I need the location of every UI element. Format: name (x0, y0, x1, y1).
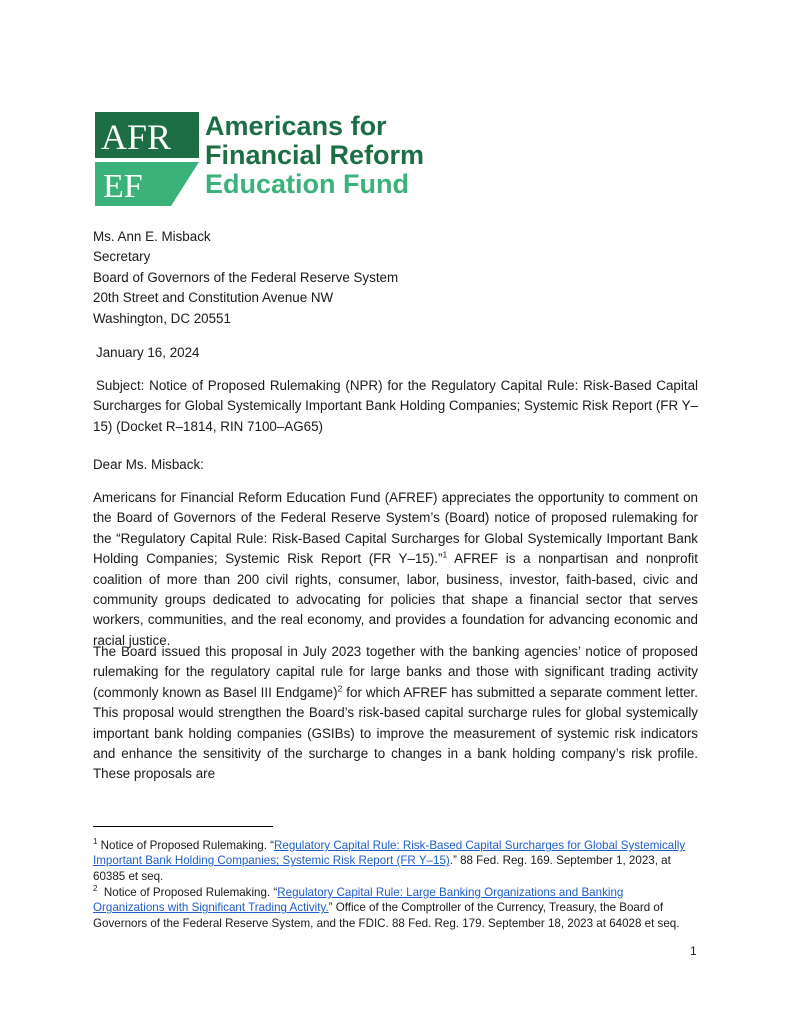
recipient-title: Secretary (93, 249, 151, 265)
paragraph-intro-text-cont: AFREF is a nonpartisan and nonprofit coalition of more than 200 civil rights, consumer, labor, business, investor, faith-based, civic and community groups dedicated to advocating for policies that shape a financial sector that serves workers, communities, and the real economy, and provides a foundation for advancing economic and racial justice. (93, 551, 698, 648)
footnote-ref-1[interactable]: 1 (442, 549, 448, 560)
footnote-2-suffix: ” Office of the Comptroller of the Currency, Treasury, the Board of Governors of the Federal Reserve System, and the FDIC. 88 Fed. Reg. 179. September 18, 2023 at 64028 et seq. (93, 901, 680, 930)
footnote-1-link[interactable]: Regulatory Capital Rule: Risk-Based Capital Surcharges for Global Systemically Important Bank Holding Companies; Systemic Risk Report (FR Y–15) (93, 838, 686, 868)
paragraph-proposal-text: The Board issued this proposal in July 2023 together with the banking agencies’ notice of proposed rulemaking for the regulatory capital rule for large banks and those with significant trading activity (commonly known as Basel III Endgame) (93, 644, 698, 700)
afref-logo (95, 112, 465, 206)
paragraph-proposal-text-cont: for which AFREF has submitted a separate comment letter. This proposal would strengthen the Board’s risk-based capital surcharge rules for global systemically important bank holding companies (GSIBs) to improve the measurement of systemic risk indicators and enhance the sensitivity of the surcharge to changes in a bank holding company’s risk profile. These proposals are (93, 684, 698, 782)
page-number: 1 (690, 944, 697, 958)
recipient-address (93, 227, 698, 329)
letter-date: January 16, 2024 (96, 345, 200, 360)
logo-mark-bottom-text: EF (103, 168, 143, 205)
salutation: Dear Ms. Misback: (93, 457, 204, 472)
recipient-name: Ms. Ann E. Misback (93, 229, 211, 244)
logo-line-3: Education Fund (205, 169, 409, 199)
footnote-2-prefix: Notice of Proposed Rulemaking. “ (97, 885, 278, 899)
footnote-2-number: 2 (93, 884, 98, 893)
logo-line-1: Americans for (205, 111, 387, 141)
footnote-1 (93, 834, 698, 884)
footnote-separator (93, 826, 273, 827)
logo-line-2: Financial Reform (205, 140, 425, 170)
paragraph-proposal (93, 642, 698, 785)
footnote-1-number: 1 (93, 837, 98, 846)
afref-logo-mark (95, 112, 199, 206)
recipient-city: Washington, DC 20551 (93, 310, 231, 326)
recipient-org: Board of Governors of the Federal Reserve System (93, 269, 399, 285)
footnote-1-suffix: .” 88 Fed. Reg. 169. September 1, 2023, at 60385 et seq. (93, 854, 671, 883)
footnote-2 (93, 881, 698, 931)
paragraph-intro (93, 488, 698, 651)
footnote-2-link[interactable]: Regulatory Capital Rule: Large Banking Organizations and Banking Organizations with Significant Trading Activity. (93, 885, 624, 915)
logo-mark-top-text: AFR (101, 117, 172, 157)
paragraph-intro-text: Americans for Financial Reform Education Fund (AFREF) appreciates the opportunity to comment on the Board of Governors of the Federal Reserve System’s (Board) notice of proposed rulemaking for the “Regulatory Capital Rule: Risk-Based Capital Surcharges for Global Systemically Important Bank Holding Companies; Systemic Risk Report (FR Y–15).” (93, 490, 698, 567)
footnote-ref-2[interactable]: 2 (337, 683, 343, 694)
footnote-1-prefix: Notice of Proposed Rulemaking. “ (97, 838, 275, 852)
recipient-street: 20th Street and Constitution Avenue NW (93, 290, 334, 306)
letter-subject: Subject: Notice of Proposed Rulemaking (NPR) for the Regulatory Capital Rule: Risk-Based Capital Surcharges for Global Systemically Important Bank Holding Companies; Systemic Risk Report (FR Y–15) (Docket R–1814, RIN 7100–AG65) (93, 378, 698, 434)
logo-wordmark (205, 112, 424, 199)
